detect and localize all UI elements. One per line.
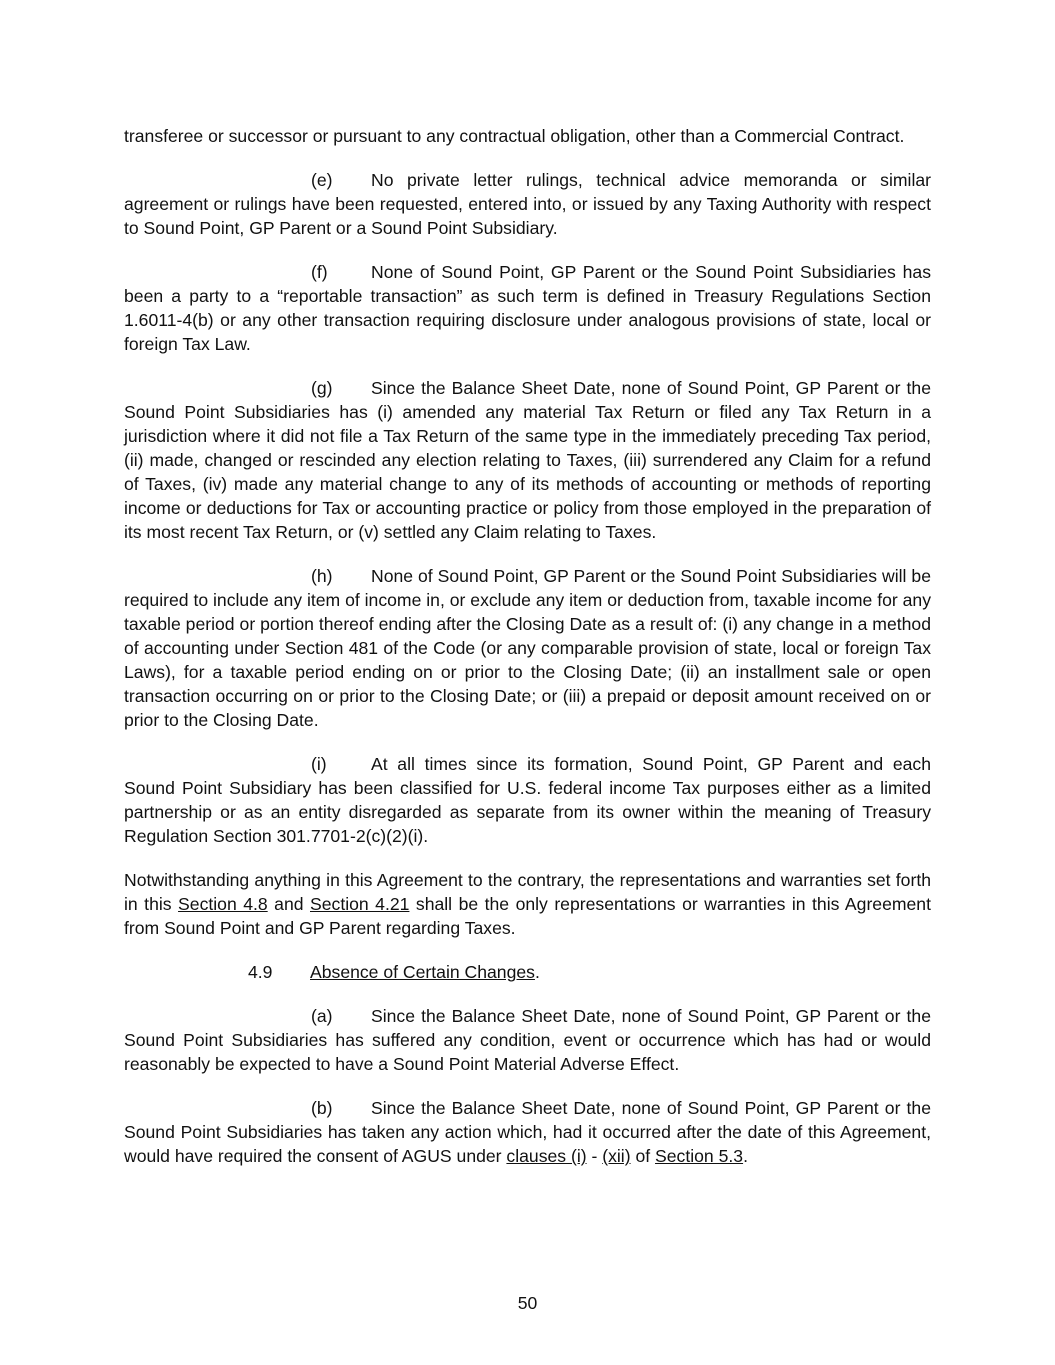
- paragraph-continuation: [124, 124, 931, 148]
- clauses-i-reference: clauses (i): [506, 1146, 587, 1166]
- clause-label: (g): [311, 378, 333, 398]
- paragraph-b: [124, 1096, 931, 1168]
- clause-label: (f): [311, 262, 328, 282]
- paragraph-text: Since the Balance Sheet Date, none of Sound Point, GP Parent or the Sound Point Subsidiaries has taken any action which, had it occurred after the date of this Agreement, would have required the consent of AGUS under: [124, 1098, 931, 1166]
- clause-xii-reference: (xii): [602, 1146, 631, 1166]
- clause-label: (e): [311, 170, 333, 190]
- paragraph-text: Since the Balance Sheet Date, none of Sound Point, GP Parent or the Sound Point Subsidiaries has (i) amended any material Tax Return or filed any Tax Return in a jurisdiction where it did not file a Tax Return of the same type in the immediately preceding Tax period, (ii) made, changed or rescinded any election relating to Taxes, (iii) surrendered any Claim for a refund of Taxes, (iv) made any material change to any of its methods of accounting or methods of reporting income or deductions for Tax or accounting practice or policy from those employed in the preparation of its most recent Tax Return, or (v) settled any Claim relating to Taxes.: [124, 378, 931, 542]
- page-number: 50: [517, 1293, 538, 1313]
- clause-label: (b): [311, 1098, 333, 1118]
- paragraph-text: Notwithstanding anything in this Agreement to the contrary, the representations and warranties set forth in this: [124, 870, 931, 914]
- paragraph-f: [124, 260, 931, 356]
- paragraph-text: Since the Balance Sheet Date, none of Sound Point, GP Parent or the Sound Point Subsidiaries has suffered any condition, event or occurrence which has had or would reasonably be expected to have a Sound Point Material Adverse Effect.: [124, 1006, 931, 1074]
- paragraph-text: None of Sound Point, GP Parent or the Sound Point Subsidiaries has been a party to a “reportable transaction” as such term is defined in Treasury Regulations Section 1.6011-4(b) or any other transaction requiring disclosure under analogous provisions of state, local or foreign Tax Law.: [124, 262, 931, 354]
- section-5-3-reference: Section 5.3: [655, 1146, 744, 1166]
- clause-label: (a): [311, 1006, 333, 1026]
- paragraph-text: .: [743, 1146, 748, 1166]
- paragraph-text: transferee or successor or pursuant to any contractual obligation, other than a Commercial Contract.: [124, 126, 905, 146]
- section-4-21-reference: Section 4.21: [310, 894, 410, 914]
- paragraph-e: [124, 168, 931, 240]
- section-4-8-reference: Section 4.8: [178, 894, 268, 914]
- paragraph-text: At all times since its formation, Sound Point, GP Parent and each Sound Point Subsidiary has been classified for U.S. federal income Tax purposes either as a limited partnership or as an entity disregarded as separate from its owner within the meaning of Treasury Regulation Section 301.7701-2(c)(2)(i).: [124, 754, 931, 846]
- section-title-period: .: [534, 962, 540, 982]
- paragraph-text: shall be the only representations or warranties in this Agreement from Sound Point and GP Parent regarding Taxes.: [124, 894, 931, 938]
- clause-label: (i): [311, 754, 327, 774]
- paragraph-text: of: [630, 1146, 656, 1166]
- document-page: [124, 124, 931, 1188]
- section-number: 4.9: [248, 962, 273, 982]
- paragraph-g: [124, 376, 931, 544]
- section-heading-4-9: [124, 960, 931, 984]
- paragraph-a: [124, 1004, 931, 1076]
- paragraph-notwithstanding: [124, 868, 931, 940]
- clause-label: (h): [311, 566, 333, 586]
- paragraph-text: -: [586, 1146, 603, 1166]
- paragraph-text: No private letter rulings, technical advice memoranda or similar agreement or rulings have been requested, entered into, or issued by any Taxing Authority with respect to Sound Point, GP Parent or a Sound Point Subsidiary.: [124, 170, 931, 238]
- paragraph-text: None of Sound Point, GP Parent or the Sound Point Subsidiaries will be required to include any item of income in, or exclude any item or deduction from, taxable income for any taxable period or portion thereof ending after the Closing Date as a result of: (i) any change in a method of accounting under Section 481 of the Code (or any comparable provision of state, local or foreign Tax Laws), for a taxable period ending on or prior to the Closing Date; (ii) an installment sale or open transaction occurring on or prior to the Closing Date; or (iii) a prepaid or deposit amount received on or prior to the Closing Date.: [124, 566, 931, 730]
- paragraph-i: [124, 752, 931, 848]
- paragraph-h: [124, 564, 931, 732]
- paragraph-text: and: [267, 894, 310, 914]
- section-title: Absence of Certain Changes: [310, 962, 535, 982]
